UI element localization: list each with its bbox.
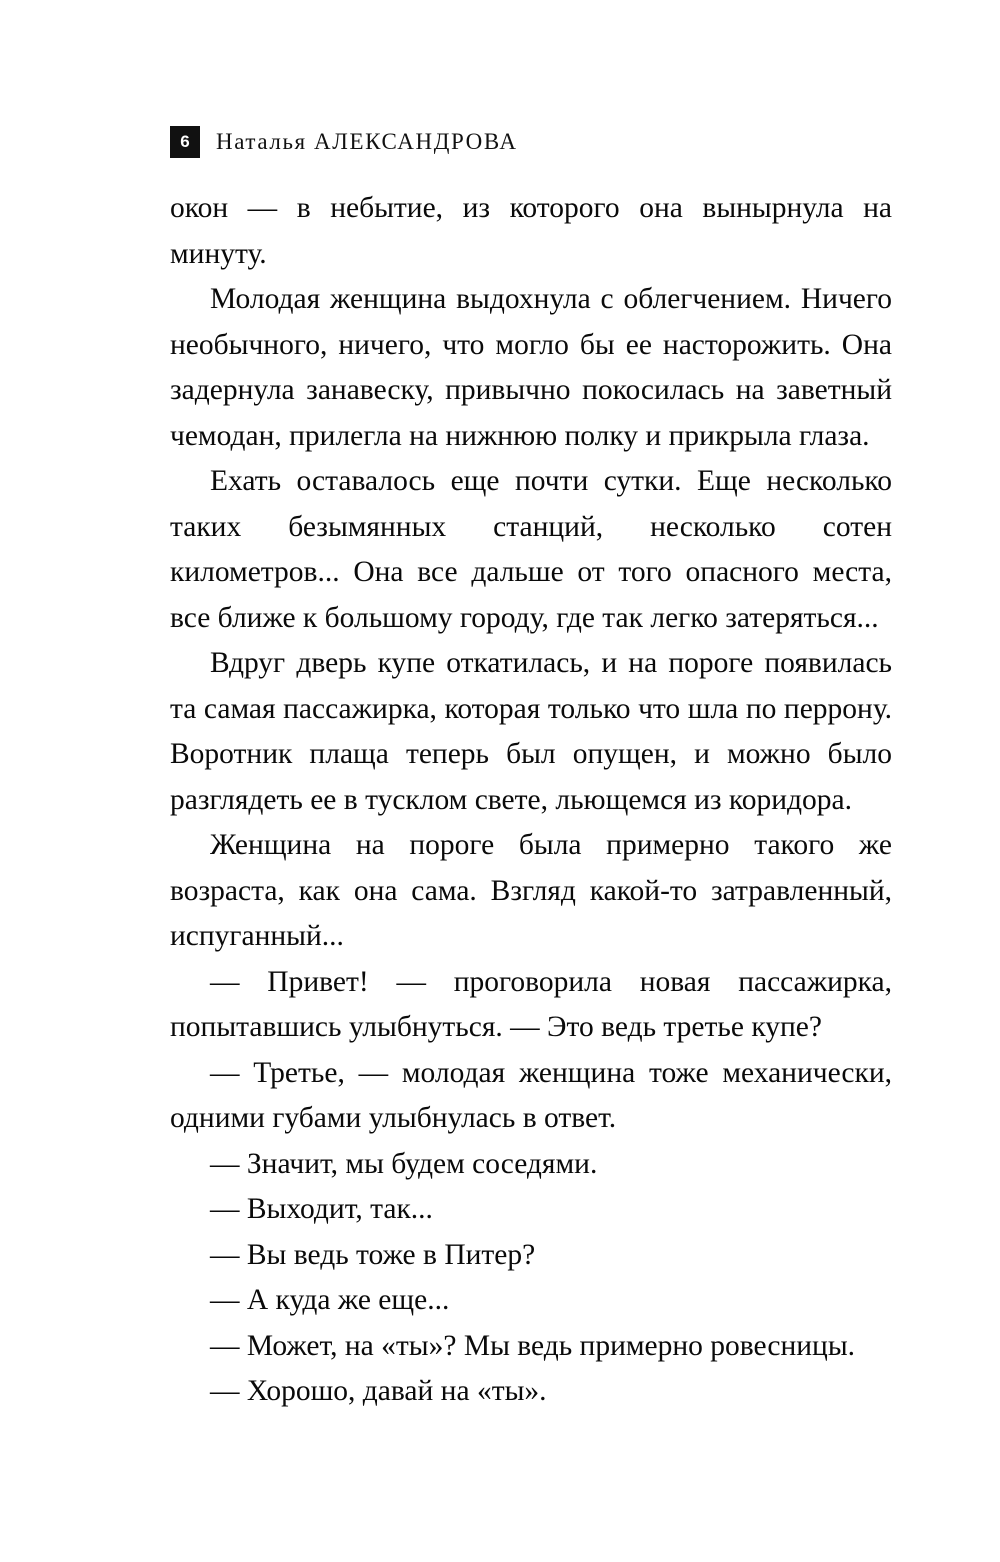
paragraph: Молодая женщина выдохнула с облегчением. Ничего необычного, ничего, что могло бы ее насторожить. Она задернула занавеску, привычно покосилась на заветный чемодан, прилегла на нижнюю полку и прикрыла глаза. — [170, 283, 892, 452]
paragraph: — Вы ведь тоже в Питер? — [210, 1238, 536, 1271]
paragraph: Вдруг дверь купе откатилась, и на пороге появилась та самая пассажирка, которая только что шла по перрону. Воротник плаща теперь был опущен, и можно было разглядеть ее в тусклом свете, льющемся из коридора. — [170, 647, 892, 816]
paragraph: окон — в небытие, из которого она вынырнула на минуту. — [170, 192, 892, 270]
page-number: 6 — [170, 126, 200, 158]
author-name: Наталья АЛЕКСАНДРОВА — [216, 129, 518, 154]
paragraph: — Третье, — молодая женщина тоже механически, одними губами улыбнулась в ответ. — [170, 1056, 892, 1134]
paragraph: — Хорошо, давай на «ты». — [210, 1375, 547, 1407]
paragraph: — Привет! — проговорила новая пассажирка, попытавшись улыбнуться. — Это ведь третье купе? — [170, 965, 892, 1043]
paragraph: — Значит, мы будем соседями. — [210, 1147, 598, 1180]
page-body — [170, 186, 892, 1415]
paragraph: — А куда же еще... — [210, 1284, 450, 1316]
paragraph: Женщина на пороге была примерно такого же возраста, как она сама. Взгляд какой-то затравленный, испуганный... — [170, 829, 892, 952]
page-header — [170, 126, 518, 158]
paragraph: Ехать оставалось еще почти сутки. Еще несколько таких безымянных станций, несколько сотен километров... Она все дальше от того опасного места, все ближе к большому городу, где так легко затеряться... — [170, 465, 892, 634]
paragraph: — Выходит, так... — [210, 1193, 433, 1225]
paragraph: — Может, на «ты»? Мы ведь примерно ровесницы. — [210, 1329, 856, 1362]
